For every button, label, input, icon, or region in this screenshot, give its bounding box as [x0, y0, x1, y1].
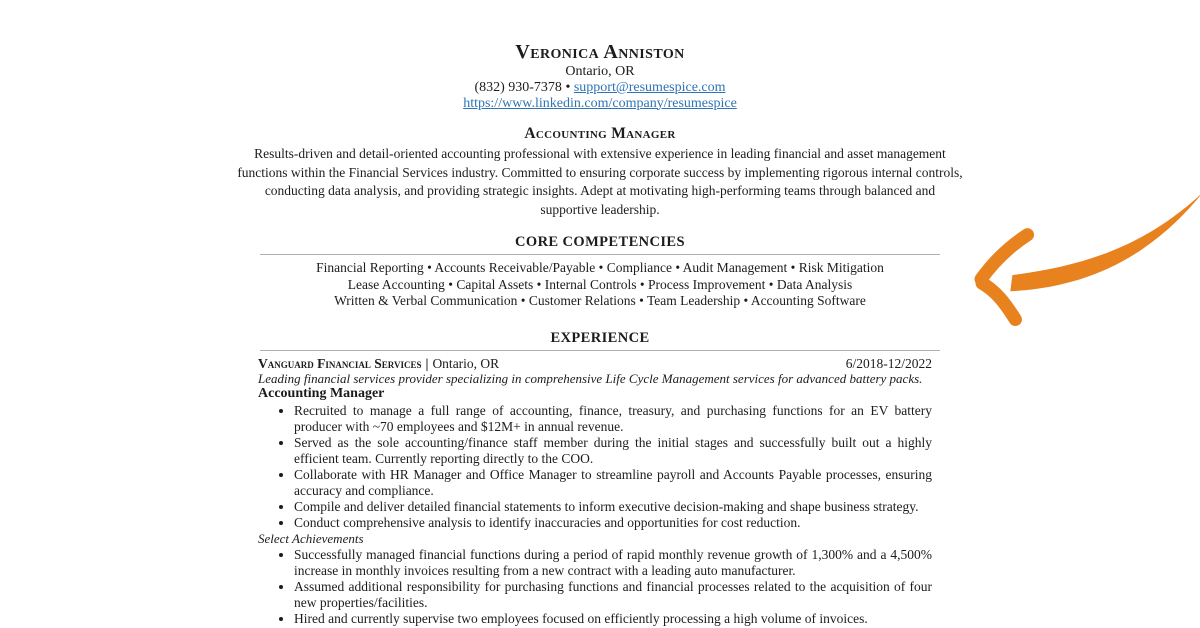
arrow-lower-barb: [982, 283, 1015, 319]
core-competencies-section: [230, 233, 970, 309]
company-name: Vanguard Financial Services: [258, 355, 422, 371]
employment-dates: 6/2018-12/2022: [845, 355, 932, 371]
candidate-location: Ontario, OR: [565, 64, 635, 79]
bullet-separator: •: [565, 80, 571, 95]
company-and-location: [258, 356, 499, 372]
experience-heading: EXPERIENCE: [550, 329, 650, 346]
contact-line: [230, 80, 970, 96]
arrow-shaft: [1010, 192, 1200, 291]
job-bullet: • Conduct comprehensive analysis to identify inaccuracies and opportunities for cost reduction.: [294, 515, 932, 531]
achievement-bullet-list: [258, 547, 932, 627]
competency-line: Written & Verbal Communication • Customer Relations • Team Leadership • Accounting Software: [334, 292, 866, 308]
job-role: Accounting Manager: [258, 386, 385, 402]
competency-line: Lease Accounting • Capital Assets • Internal Controls • Process Improvement • Data Analysis: [347, 276, 853, 292]
title-block: [230, 125, 970, 219]
email-link[interactable]: support@resumespice.com: [573, 80, 726, 95]
resume-title: Accounting Manager: [524, 125, 676, 142]
select-achievements-label: Select Achievements: [258, 530, 364, 546]
pipe-separator: |: [425, 355, 429, 371]
job-location: Ontario, OR: [432, 355, 500, 371]
section-divider: [260, 350, 940, 351]
competency-line: Financial Reporting • Accounts Receivable/Payable • Compliance • Audit Management • Risk Mitigation: [316, 260, 884, 276]
competency-list: [230, 260, 970, 309]
achievement-bullet: • Assumed additional responsibility for purchasing functions and financial processes related to the acquisition of four new properties/facilities.: [294, 579, 932, 611]
phone-number: (832) 930-7378: [474, 80, 562, 95]
resume-page: [230, 0, 970, 627]
linkedin-link[interactable]: https://www.linkedin.com/company/resumespice: [463, 95, 737, 111]
achievement-bullet: • Successfully managed financial functions during a period of rapid monthly revenue growth of 1,300% and a 4,500% increase in monthly invoices resulting from a new contract with a leading auto manufacturer.: [294, 547, 932, 579]
company-description: Leading financial services provider specializing in comprehensive Life Cycle Management services for advanced battery packs.: [258, 371, 923, 387]
core-competencies-heading: CORE COMPETENCIES: [515, 234, 685, 251]
job-entry: [258, 356, 932, 627]
company-row: [258, 356, 932, 372]
section-divider: [260, 254, 940, 255]
experience-section: [230, 329, 970, 627]
candidate-name: Veronica Anniston: [515, 41, 685, 63]
job-bullet: • Collaborate with HR Manager and Office Manager to streamline payroll and Accounts Payable processes, ensuring accuracy and compliance.: [294, 467, 932, 499]
job-bullet: • Recruited to manage a full range of accounting, finance, treasury, and purchasing functions for an EV battery producer with ~70 employees and $12M+ in annual revenue.: [294, 403, 932, 435]
arrow-upper-barb: [981, 235, 1027, 279]
achievement-bullet: • Hired and currently supervise two employees focused on efficiently processing a high volume of invoices.: [294, 611, 932, 627]
professional-summary: Results-driven and detail-oriented accounting professional with extensive experience in leading financial and asset management functions within the Financial Services industry. Committed to ensuring corporate success by implementing rigorous internal controls, conducting data analysis, and providing strategic insights. Adept at motivating high-performing teams through balanced and supportive leadership.: [237, 146, 963, 217]
job-bullet: • Served as the sole accounting/finance staff member during the initial stages and successfully built out a highly efficient team. Currently reporting directly to the COO.: [294, 435, 932, 467]
resume-header: [230, 0, 970, 111]
job-bullet: • Compile and deliver detailed financial statements to inform executive decision-making and shape business strategy.: [294, 499, 932, 515]
job-bullet-list: [258, 403, 932, 531]
linkedin-line: [230, 96, 970, 112]
orange-arrow-icon: [972, 188, 1200, 340]
